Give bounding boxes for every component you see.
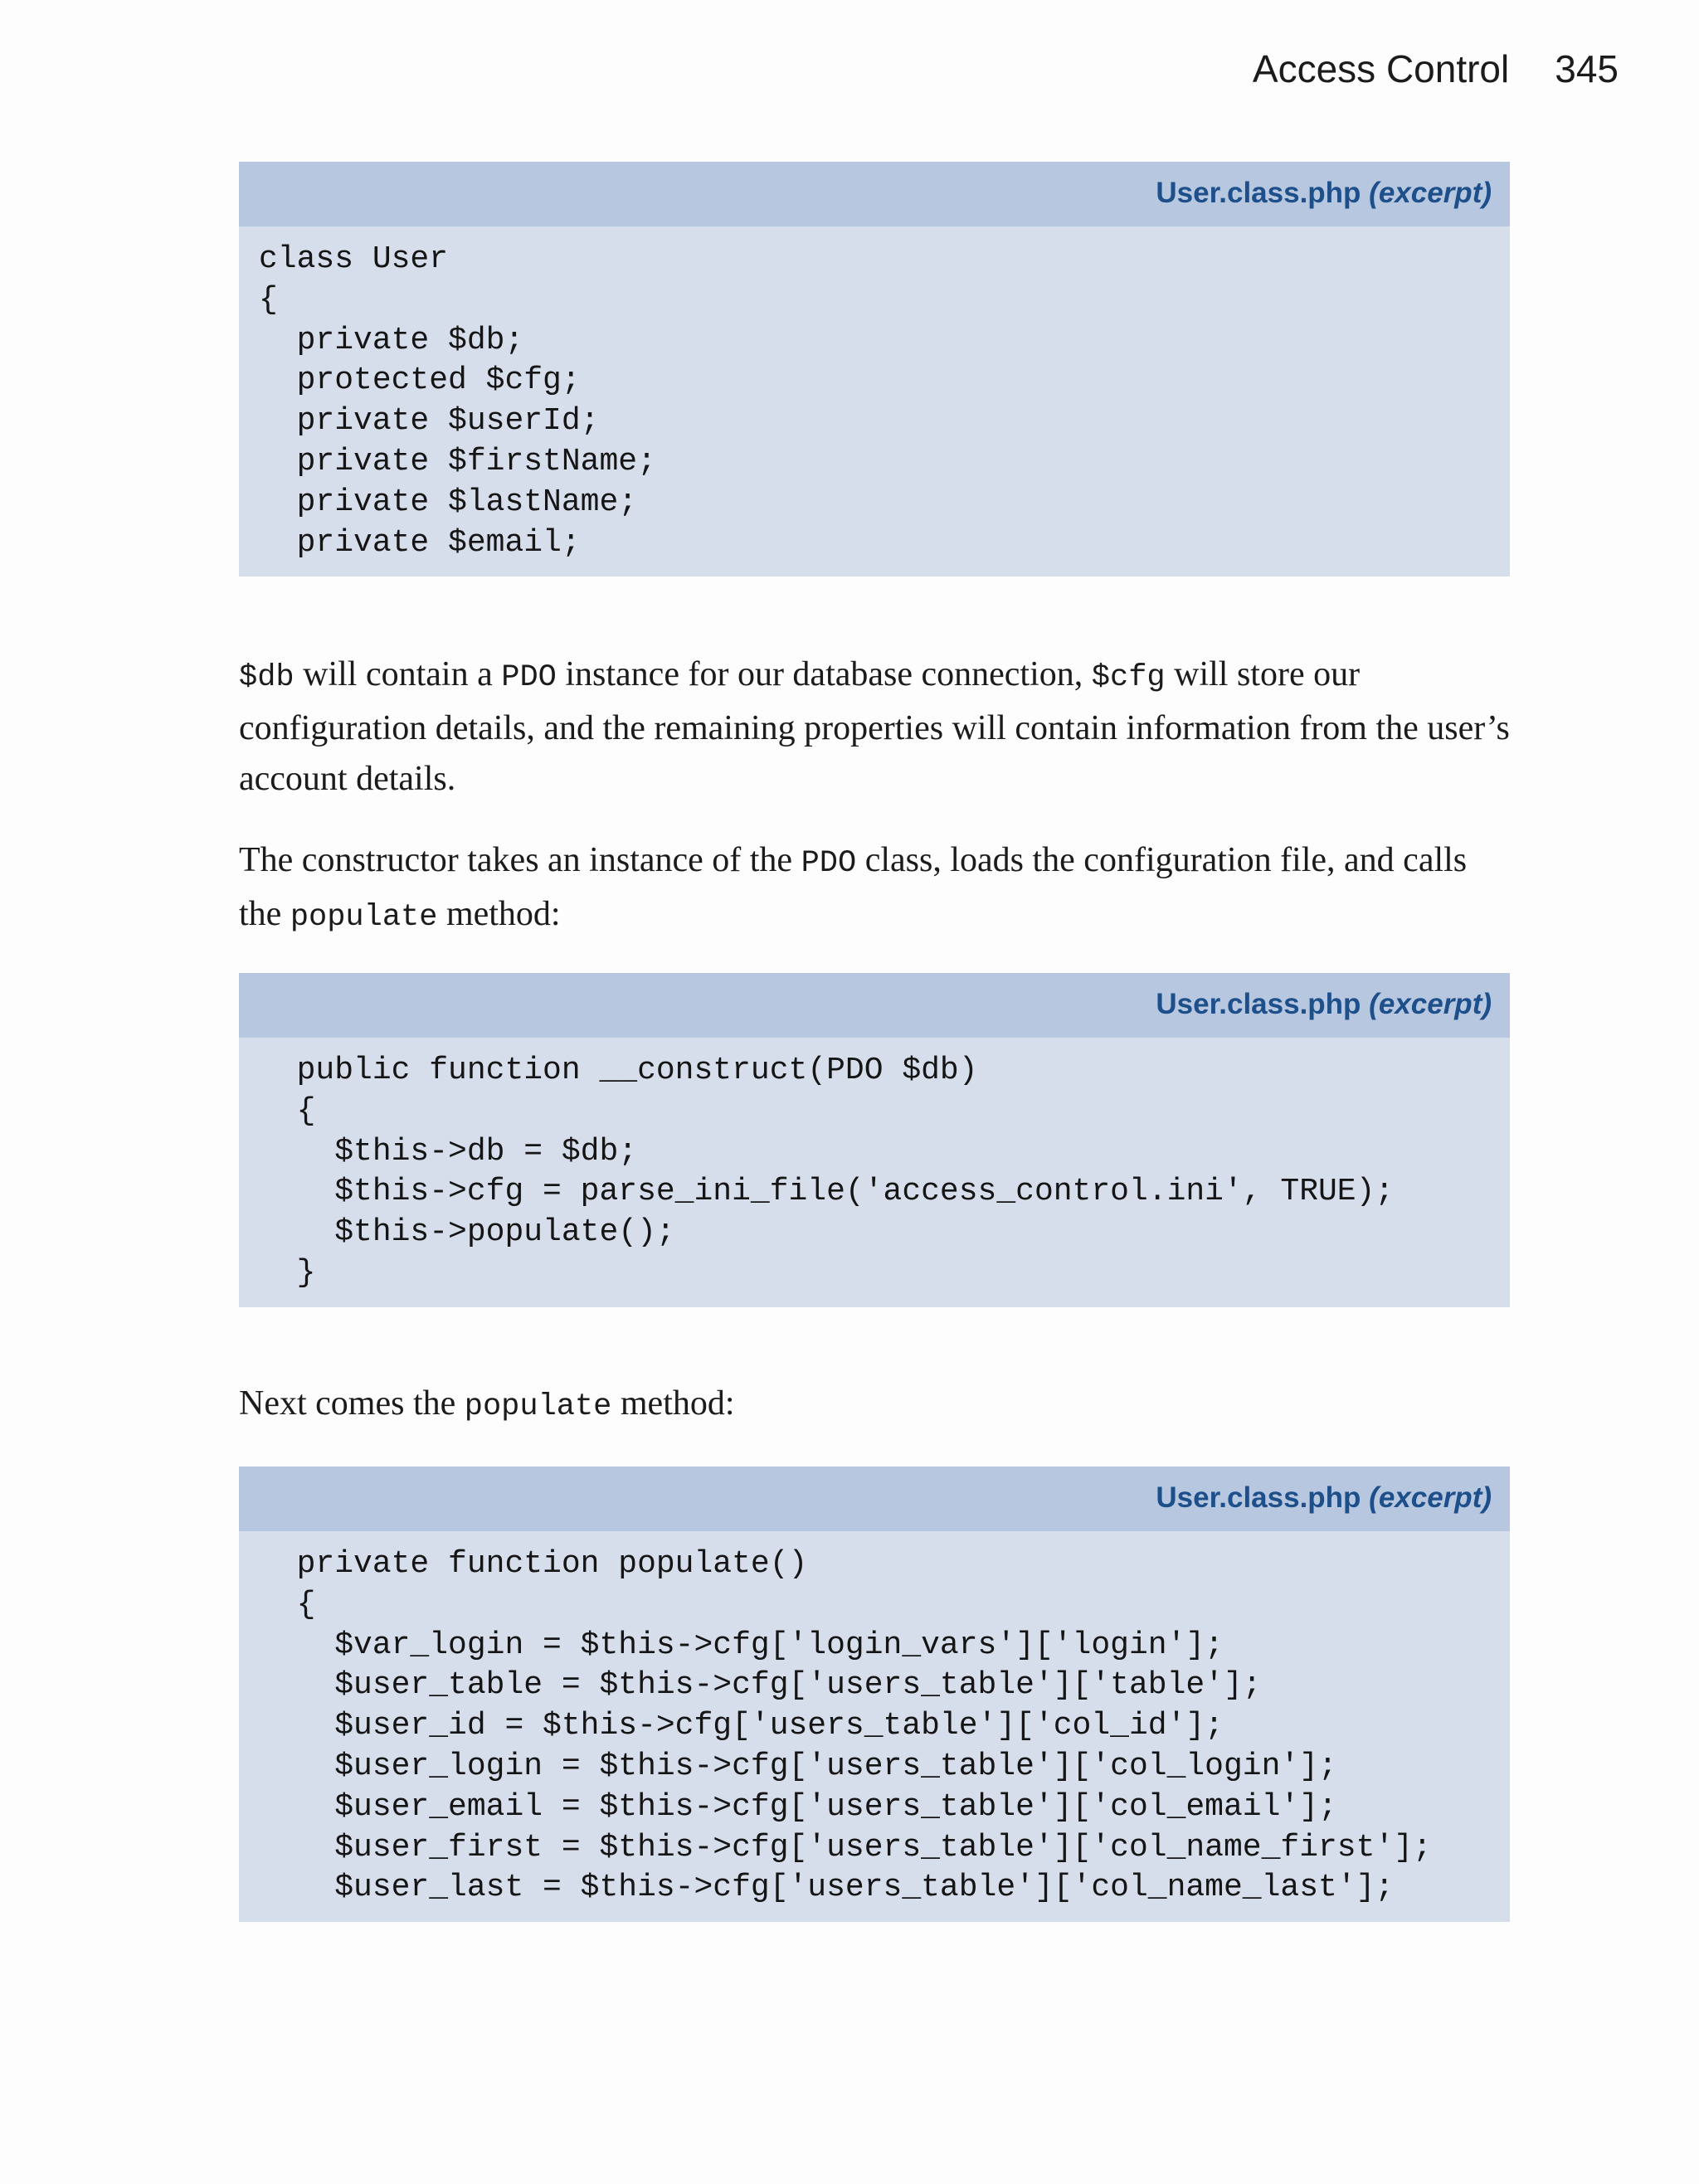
page-number: 345 [1555, 47, 1619, 90]
code-caption [239, 1467, 1510, 1531]
inline-code: populate [290, 900, 438, 935]
caption-note: (excerpt) [1369, 177, 1492, 209]
inline-code: PDO [501, 660, 557, 695]
code-caption [239, 162, 1510, 226]
section-title: Access Control [1252, 47, 1510, 90]
code-listing-2 [239, 973, 1510, 1307]
paragraph-properties: $db will contain a PDO instance for our database connection, $cfg will store our configuration details, and the remaining properties will contain information from the user’s account details. [239, 655, 1510, 798]
caption-note: (excerpt) [1369, 988, 1492, 1020]
caption-note: (excerpt) [1369, 1481, 1492, 1514]
caption-filename: User.class.php [1156, 988, 1361, 1020]
inline-code: $cfg [1091, 660, 1166, 695]
inline-code: PDO [801, 846, 857, 881]
inline-code: $db [239, 660, 295, 695]
running-head [1253, 46, 1619, 91]
caption-filename: User.class.php [1156, 177, 1361, 209]
paragraph-constructor: The constructor takes an instance of the PDO class, loads the configuration file, and calls the populate method: [239, 841, 1468, 935]
code-listing-1 [239, 162, 1510, 576]
inline-code: populate [464, 1389, 612, 1424]
caption-filename: User.class.php [1156, 1481, 1361, 1514]
code-caption [239, 973, 1510, 1038]
code-body: public function __construct(PDO $db) { $this->db = $db; $this->cfg = parse_ini_file('access_control.ini', TRUE); $this->populate(); } [296, 1053, 1395, 1291]
code-body: class User { private $db; protected $cfg; private $userId; private $firstName; private $lastName; private $email; [259, 241, 656, 561]
paragraph-populate: Next comes the populate method: [239, 1384, 735, 1424]
code-listing-3 [239, 1467, 1510, 1922]
code-body: private function populate() { $var_login = $this->cfg['login_vars']['login']; $user_table = $this->cfg['users_table']['table']; $user_id = $this->cfg['users_table']['col_id']; $user_login = $this->cfg['users_table']['col_login']; $user_email = $this->cfg['users_table']['col_email']; $user_first = $this->cfg['users_table']['col_name_first']; $user_last = $this->cfg['users_table']['col_name_last']; [296, 1546, 1432, 1906]
